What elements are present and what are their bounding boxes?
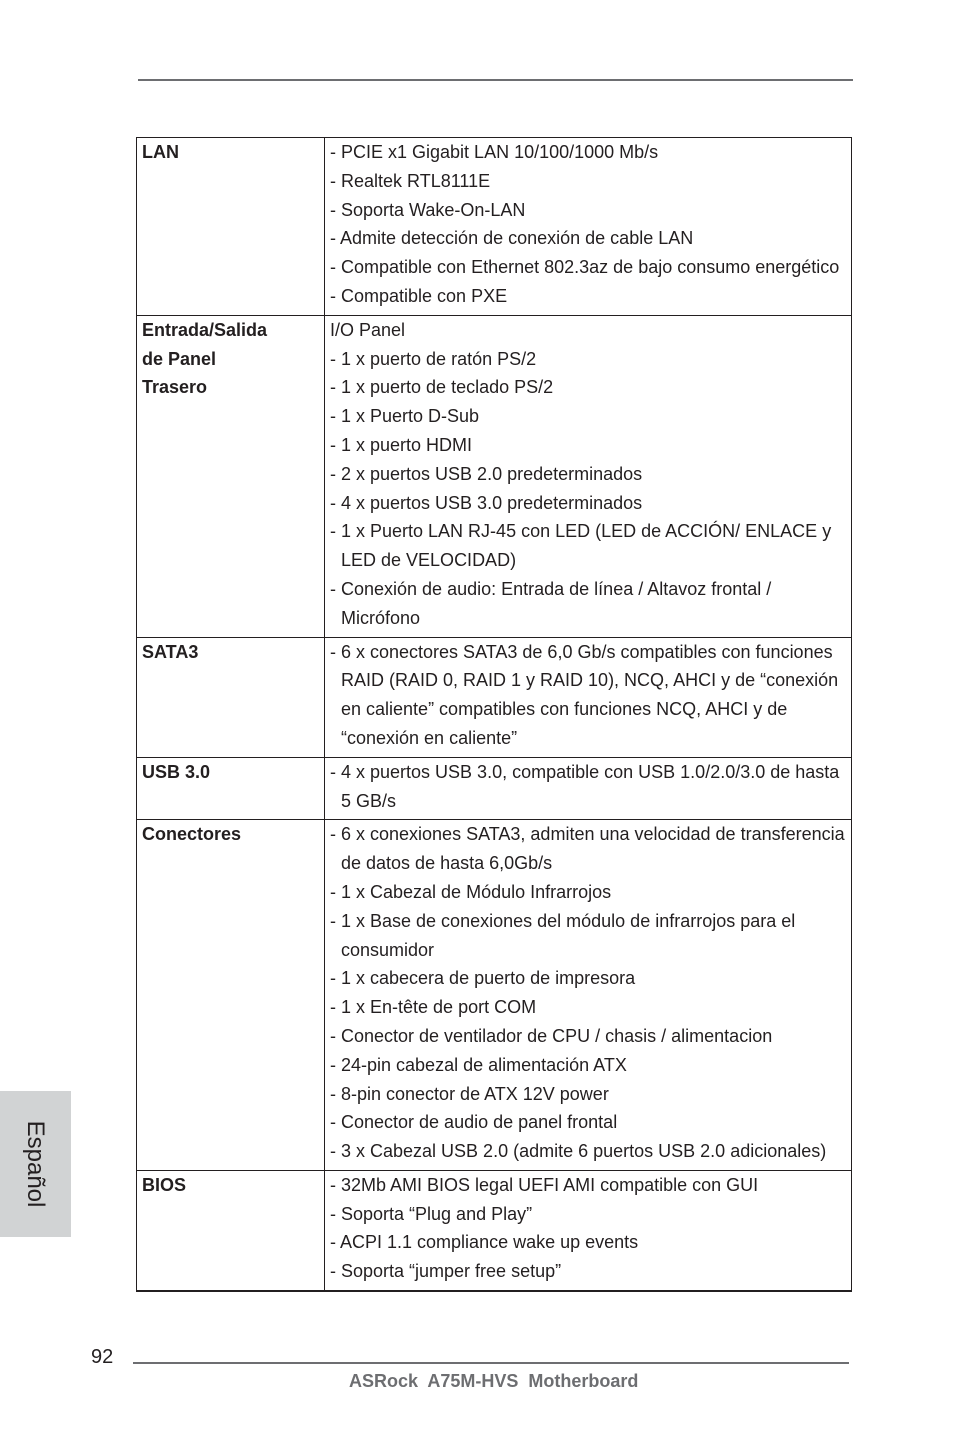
spec-item: - ACPI 1.1 compliance wake up events xyxy=(330,1232,639,1253)
spec-table-body xyxy=(137,138,852,1292)
spec-row xyxy=(137,315,852,637)
spec-item: - 1 x En-tête de port COM xyxy=(330,997,537,1018)
spec-item: - Admite detección de conexión de cable LAN xyxy=(330,228,694,249)
spec-item: - Conector de audio de panel frontal xyxy=(330,1112,618,1133)
spec-item: I/O Panel xyxy=(330,319,406,340)
top-rule xyxy=(138,79,853,81)
spec-label-cell xyxy=(137,1170,325,1291)
spec-value-cell xyxy=(325,820,852,1171)
spec-row xyxy=(137,637,852,757)
spec-row xyxy=(137,1170,852,1291)
bottom-rule xyxy=(133,1362,849,1364)
language-side-tab xyxy=(0,1091,71,1237)
spec-item: - Compatible con Ethernet 802.3az de bajo consumo energético xyxy=(330,257,840,278)
spec-item: - 1 x puerto de ratón PS/2 xyxy=(330,348,537,369)
spec-item: - 6 x conectores SATA3 de 6,0 Gb/s compatibles con funciones RAID (RAID 0, RAID 1 y RAID 10), NCQ, AHCI y de “conexión en caliente” compatibles con funciones NCQ, AHCI y de “conexión en caliente” xyxy=(330,641,839,748)
spec-label: BIOS xyxy=(142,1174,187,1195)
spec-label-cell xyxy=(137,820,325,1171)
spec-item: - Realtek RTL8111E xyxy=(330,170,491,191)
spec-label: LAN xyxy=(142,142,179,162)
spec-item: - 6 x conexiones SATA3, admiten una velocidad de transferencia de datos de hasta 6,0Gb/s xyxy=(330,824,845,874)
spec-item: - Soporta “jumper free setup” xyxy=(330,1261,562,1282)
spec-item: - 1 x puerto HDMI xyxy=(330,434,473,455)
spec-item: - Compatible con PXE xyxy=(330,285,508,306)
spec-item: - 8-pin conector de ATX 12V power xyxy=(330,1083,609,1104)
spec-item: - Soporta “Plug and Play” xyxy=(330,1203,533,1224)
spec-item: - 4 x puertos USB 3.0 predeterminados xyxy=(330,492,643,513)
spec-row xyxy=(137,138,852,316)
spec-label: Entrada/Salida xyxy=(142,319,268,340)
footer-title: ASRock A75M-HVS Motherboard xyxy=(349,1371,639,1391)
spec-value-cell xyxy=(325,757,852,820)
spec-item: - 2 x puertos USB 2.0 predeterminados xyxy=(330,463,643,484)
spec-item: - 32Mb AMI BIOS legal UEFI AMI compatible con GUI xyxy=(330,1174,759,1195)
spec-item: - PCIE x1 Gigabit LAN 10/100/1000 Mb/s xyxy=(330,142,659,162)
spec-label-cell xyxy=(137,637,325,757)
spec-value-cell xyxy=(325,138,852,316)
spec-table xyxy=(136,137,852,1292)
spec-label-cell xyxy=(137,315,325,637)
spec-row xyxy=(137,820,852,1171)
spec-item: - 1 x Puerto LAN RJ-45 con LED (LED de ACCIÓN/ ENLACE y LED de VELOCIDAD) xyxy=(330,521,832,571)
spec-value-cell xyxy=(325,637,852,757)
spec-item: - Conector de ventilador de CPU / chasis / alimentacion xyxy=(330,1025,773,1046)
spec-label: USB 3.0 xyxy=(142,761,211,782)
spec-item: - Conexión de audio: Entrada de línea / Altavoz frontal / Micrófono xyxy=(330,578,772,628)
spec-label: SATA3 xyxy=(142,641,199,662)
spec-row xyxy=(137,757,852,820)
language-side-tab-label: Español xyxy=(22,1120,49,1208)
spec-value-cell xyxy=(325,315,852,637)
spec-item: - 3 x Cabezal USB 2.0 (admite 6 puertos USB 2.0 adicionales) xyxy=(330,1141,827,1162)
spec-label-cell xyxy=(137,138,325,316)
spec-item: - 4 x puertos USB 3.0, compatible con USB 1.0/2.0/3.0 de hasta 5 GB/s xyxy=(330,761,840,811)
spec-label-cell xyxy=(137,757,325,820)
spec-item: - 1 x puerto de teclado PS/2 xyxy=(330,377,554,398)
spec-item: - 1 x Cabezal de Módulo Infrarrojos xyxy=(330,881,612,902)
spec-item: - 1 x cabecera de puerto de impresora xyxy=(330,968,636,989)
spec-value-cell xyxy=(325,1170,852,1291)
spec-item: - 1 x Base de conexiones del módulo de infrarrojos para el consumidor xyxy=(330,910,796,960)
spec-item: - 24-pin cabezal de alimentación ATX xyxy=(330,1054,627,1075)
spec-item: - Soporta Wake-On-LAN xyxy=(330,199,526,220)
spec-item: - 1 x Puerto D-Sub xyxy=(330,406,480,427)
page-number: 92 xyxy=(91,1346,114,1368)
spec-label: Conectores xyxy=(142,824,242,845)
spec-label: Trasero xyxy=(142,377,208,398)
spec-label: de Panel xyxy=(142,348,217,369)
